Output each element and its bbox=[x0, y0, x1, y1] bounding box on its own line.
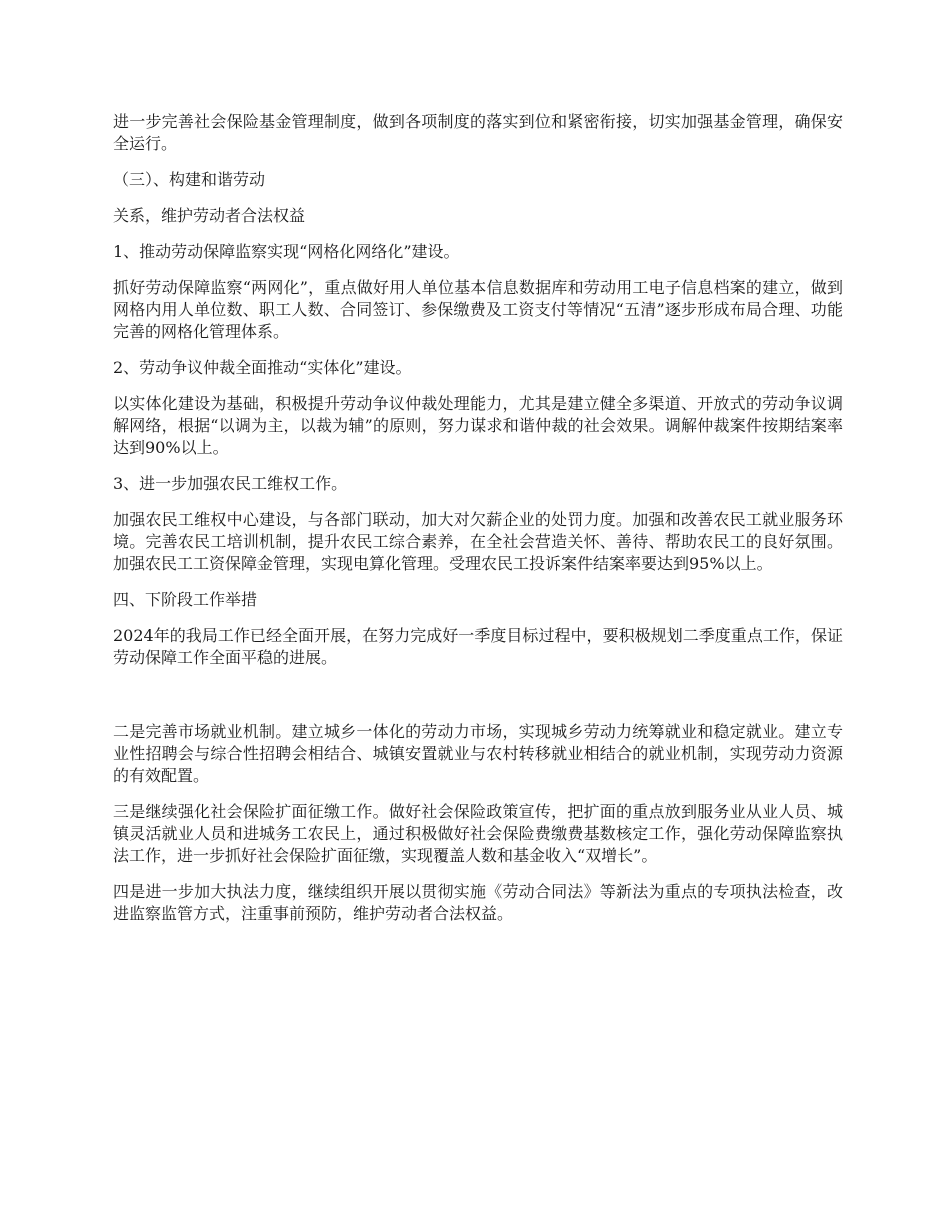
paragraph-next-stage: 2024年的我局工作已经全面开展，在努力完成好一季度目标过程中，要积极规划二季度重点工作，保证劳动保障工作全面平稳的进展。 bbox=[113, 626, 843, 667]
paragraph-arbitration: 以实体化建设为基础，积极提升劳动争议仲裁处理能力，尤其是建立健全多渠道、开放式的劳动争议调解网络，根据“以调为主，以裁为辅”的原则，努力谋求和谐仲裁的社会效果。调解仲裁案件按期结案率达到90%以上。 bbox=[113, 394, 843, 457]
paragraph-social-insurance: 三是继续强化社会保险扩面征缴工作。做好社会保险政策宣传，把扩面的重点放到服务业从业人员、城镇灵活就业人员和进城务工农民上，通过积极做好社会保险费缴费基数核定工作，强化劳动保障监察执法工作，进一步抓好社会保险扩面征缴，实现覆盖人数和基金收入“双增长”。 bbox=[113, 802, 843, 865]
paragraph-migrant-workers: 加强农民工维权中心建设，与各部门联动，加大对欠薪企业的处罚力度。加强和改善农民工就业服务环境。完善农民工培训机制，提升农民工综合素养，在全社会营造关怀、善待、帮助农民工的良好氛围。加强农民工工资保障金管理，实现电算化管理。受理农民工投诉案件结案率要达到95%以上。 bbox=[113, 510, 843, 573]
subheading-arbitration: 2、劳动争议仲裁全面推动“实体化”建设。 bbox=[113, 358, 412, 377]
section-gap bbox=[113, 683, 843, 721]
heading-section-three-cont: 关系，维护劳动者合法权益 bbox=[113, 206, 306, 225]
paragraph-law-enforcement: 四是进一步加大执法力度，继续组织开展以贯彻实施《劳动合同法》等新法为重点的专项执法检查，改进监察监管方式，注重事前预防，维护劳动者合法权益。 bbox=[113, 882, 843, 923]
paragraph-fund-management: 进一步完善社会保险基金管理制度，做到各项制度的落实到位和紧密衔接，切实加强基金管理，确保安全运行。 bbox=[113, 112, 843, 153]
subheading-migrant-workers: 3、进一步加强农民工维权工作。 bbox=[113, 474, 348, 493]
subheading-grid-network: 1、推动劳动保障监察实现“网格化网络化”建设。 bbox=[113, 242, 460, 261]
heading-section-three: （三）、构建和谐劳动 bbox=[113, 170, 266, 189]
paragraph-grid-network: 抓好劳动保障监察“两网化”，重点做好用人单位基本信息数据库和劳动用工电子信息档案的建立，做到网格内用人单位数、职工人数、合同签订、参保缴费及工资支付等情况“五清”逐步形成布局合理、功能完善的网格化管理体系。 bbox=[113, 278, 843, 341]
heading-next-stage: 四、下阶段工作举措 bbox=[113, 590, 258, 609]
paragraph-employment-mechanism: 二是完善市场就业机制。建立城乡一体化的劳动力市场，实现城乡劳动力统筹就业和稳定就业。建立专业性招聘会与综合性招聘会相结合、城镇安置就业与农村转移就业相结合的就业机制，实现劳动力资源的有效配置。 bbox=[113, 722, 843, 785]
document-page bbox=[113, 111, 843, 939]
